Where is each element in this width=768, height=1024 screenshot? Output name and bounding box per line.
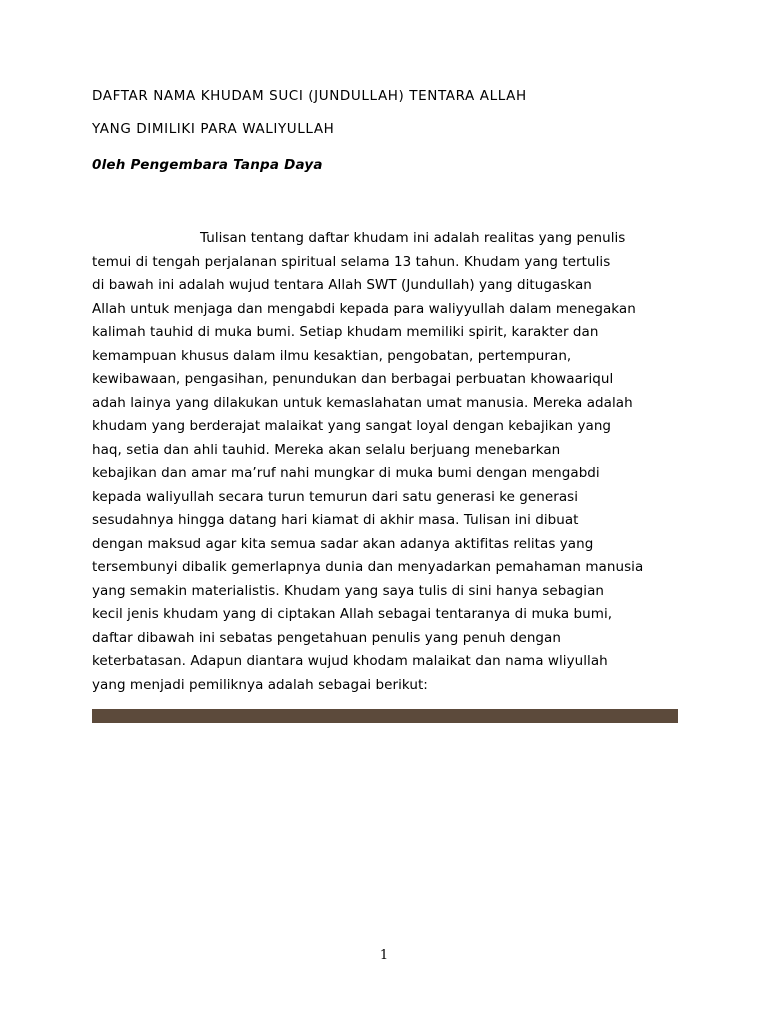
paragraph-line: keterbatasan. Adapun diantara wujud khodam malaikat dan nama wliyullah (92, 653, 608, 669)
paragraph-line: yang menjadi pemiliknya adalah sebagai berikut: (92, 676, 428, 693)
paragraph-line: khudam yang berderajat malaikat yang sangat loyal dengan kebajikan yang (92, 418, 612, 434)
page-number: 1 (379, 948, 389, 963)
paragraph-line: daftar dibawah ini sebatas pengetahuan penulis yang penuh dengan (92, 629, 561, 646)
paragraph-line: kebajikan dan amar ma’ruf nahi mungkar di muka bumi dengan mengabdi (92, 465, 600, 481)
paragraph-line: kemampuan khusus dalam ilmu kesaktian, pengobatan, pertempuran, (92, 347, 572, 364)
document-title-line-1: DAFTAR NAMA KHUDAM SUCI (JUNDULLAH) TENTARA ALLAH (92, 88, 527, 104)
paragraph-line: haq, setia dan ahli tauhid. Mereka akan selalu berjuang menebarkan (92, 441, 561, 458)
paragraph-line: kewibawaan, pengasihan, penundukan dan berbagai perbuatan khowaariqul (92, 371, 614, 387)
paragraph-line: Allah untuk menjaga dan mengabdi kepada para waliyyullah dalam menegakan (92, 300, 636, 317)
paragraph-line: kepada waliyullah secara turun temurun dari satu generasi ke generasi (92, 488, 579, 505)
paragraph-line: kecil jenis khudam yang di ciptakan Allah sebagai tentaranya di muka bumi, (92, 606, 613, 622)
body-paragraph (92, 227, 692, 697)
section-divider-bar (92, 709, 678, 723)
paragraph-line: temui di tengah perjalanan spiritual selama 13 tahun. Khudam yang tertulis (92, 253, 611, 270)
paragraph-line: Tulisan tentang daftar khudam ini adalah realitas yang penulis (200, 230, 626, 246)
document-title-line-2: YANG DIMILIKI PARA WALIYULLAH (92, 121, 335, 137)
paragraph-line: kalimah tauhid di muka bumi. Setiap khudam memiliki spirit, karakter dan (92, 324, 599, 340)
paragraph-line: dengan maksud agar kita semua sadar akan adanya aktifitas relitas yang (92, 535, 594, 552)
paragraph-line: di bawah ini adalah wujud tentara Allah SWT (Jundullah) yang ditugaskan (92, 277, 592, 293)
author-byline: 0leh Pengembara Tanpa Daya (92, 157, 323, 173)
paragraph-line: adah lainya yang dilakukan untuk kemaslahatan umat manusia. Mereka adalah (92, 394, 633, 411)
paragraph-line: yang semakin materialistis. Khudam yang saya tulis di sini hanya sebagian (92, 582, 605, 599)
paragraph-line: sesudahnya hingga datang hari kiamat di akhir masa. Tulisan ini dibuat (92, 512, 579, 528)
paragraph-line: tersembunyi dibalik gemerlapnya dunia dan menyadarkan pemahaman manusia (92, 559, 644, 575)
